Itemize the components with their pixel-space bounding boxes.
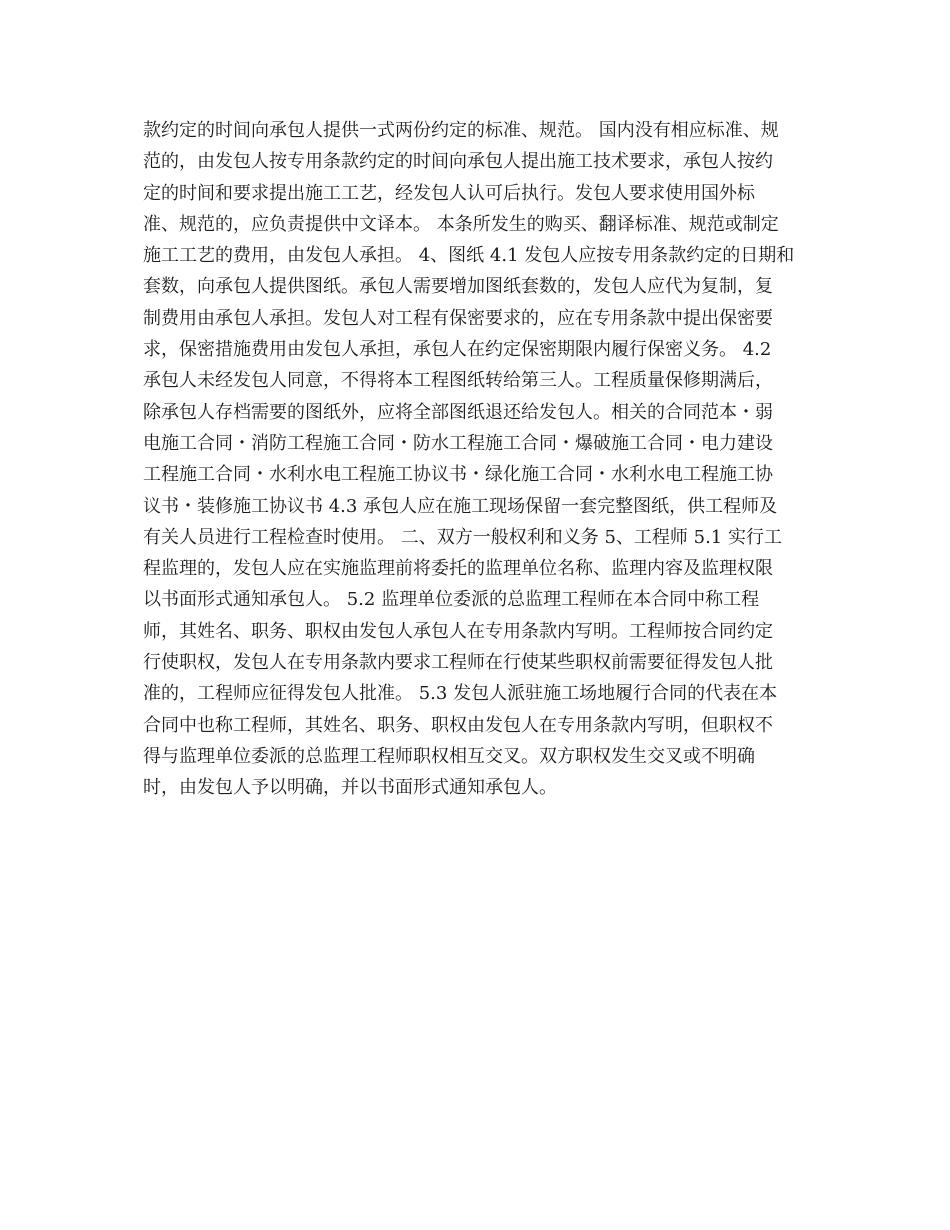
text-line: 范的，由发包人按专用条款约定的时间向承包人提出施工技术要求，承包人按约 bbox=[143, 151, 773, 173]
text-line: 以书面形式通知承包人。 5.2 监理单位委派的总监理工程师在本合同中称工程 bbox=[143, 589, 760, 611]
text-line: 行使职权，发包人在专用条款内要求工程师在行使某些职权前需要征得发包人批 bbox=[143, 652, 773, 674]
text-line: 议书・装修施工协议书 4.3 承包人应在施工现场保留一套完整图纸，供工程师及 bbox=[143, 495, 778, 517]
text-line: 求，保密措施费用由发包人承担，承包人在约定保密期限内履行保密义务。 4.2 bbox=[143, 339, 772, 361]
text-line: 程监理的，发包人应在实施监理前将委托的监理单位名称、监理内容及监理权限 bbox=[143, 558, 773, 580]
text-line: 款约定的时间向承包人提供一式两份约定的标准、规范。 国内没有相应标准、规 bbox=[143, 120, 779, 141]
text-line: 套数，向承包人提供图纸。承包人需要增加图纸套数的，发包人应代为复制，复 bbox=[143, 276, 773, 298]
text-line: 有关人员进行工程检查时使用。 二、双方一般权利和义务 5、工程师 5.1 实行工 bbox=[143, 526, 782, 548]
text-line: 施工工艺的费用，由发包人承担。 4、图纸 4.1 发包人应按专用条款约定的日期和 bbox=[143, 245, 795, 267]
text-line: 合同中也称工程师，其姓名、职务、职权由发包人在专用条款内写明，但职权不 bbox=[143, 714, 773, 736]
text-line: 准、规范的，应负责提供中文译本。 本条所发生的购买、翻译标准、规范或制定 bbox=[143, 213, 779, 235]
text-line: 制费用由承包人承担。发包人对工程有保密要求的，应在专用条款中提出保密要 bbox=[143, 307, 773, 329]
text-line: 得与监理单位委派的总监理工程师职权相互交叉。双方职权发生交叉或不明确 bbox=[143, 745, 755, 767]
text-line: 承包人未经发包人同意，不得将本工程图纸转给第三人。工程质量保修期满后， bbox=[143, 370, 773, 392]
text-line: 工程施工合同・水利水电工程施工协议书・绿化施工合同・水利水电工程施工协 bbox=[143, 464, 773, 486]
text-line: 电施工合同・消防工程施工合同・防水工程施工合同・爆破施工合同・电力建设 bbox=[143, 432, 773, 454]
text-line: 除承包人存档需要的图纸外，应将全部图纸退还给发包人。相关的合同范本・弱 bbox=[143, 401, 773, 423]
body-paragraph bbox=[143, 115, 823, 804]
text-line: 定的时间和要求提出施工工艺，经发包人认可后执行。发包人要求使用国外标 bbox=[143, 182, 755, 204]
text-line: 准的，工程师应征得发包人批准。 5.3 发包人派驻施工场地履行合同的代表在本 bbox=[143, 683, 778, 705]
text-line: 时，由发包人予以明确，并以书面形式通知承包人。 bbox=[143, 777, 557, 799]
text-line: 师，其姓名、职务、职权由发包人承包人在专用条款内写明。工程师按合同约定 bbox=[143, 620, 773, 642]
